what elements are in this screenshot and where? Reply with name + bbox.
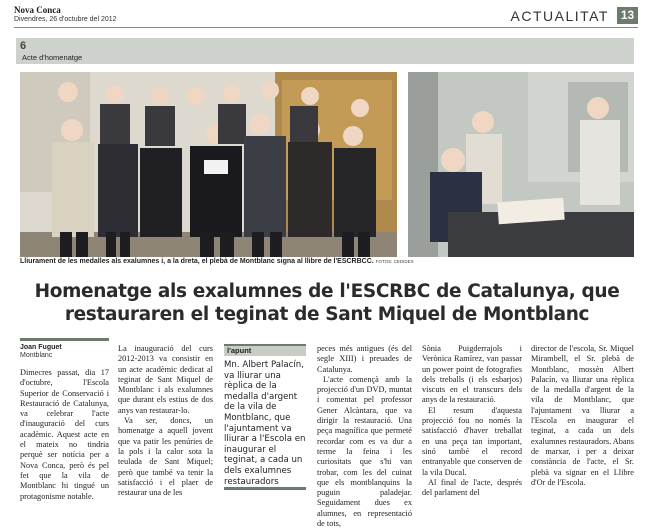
paragraph: L'acte començà amb la projecció d'un DVD, muntat i comentat pel professor Gener Alcàntara, que va dirigir la restauració. Una peça magnífica que permeté recordar com es va dur a terme la feina i les curiositats que s'hi van trobar, com les del cuinat que els montblanquins la puguin paladejar. Seguidament dues ex alumnes, en representació de tots, xyxy=(317,374,412,529)
section-title: ACTUALITAT xyxy=(510,8,609,24)
body-column-4 xyxy=(422,344,522,498)
body-column-2 xyxy=(118,344,213,498)
apunt-text: Mn. Albert Palacín, va lliurar una rèplica de la medalla d'argent de la vila de Montblanc, que l'ajuntament va lliurar a l'Escola en inaugurar el teginat, a cada un dels exalumnes restauradors xyxy=(224,360,306,487)
masthead xyxy=(14,5,117,24)
apunt-bottom-rule xyxy=(224,487,306,490)
top-rule xyxy=(14,27,638,28)
group-photo-illustration xyxy=(20,72,397,257)
byline-rule xyxy=(20,338,109,341)
band-label: Acte d'homenatge xyxy=(22,53,83,62)
band-mark-icon: 6 xyxy=(20,40,27,52)
apunt-label: l'apunt xyxy=(224,344,306,356)
photo-caption xyxy=(20,258,414,265)
caption-text: Lliurament de les medalles als exalumnes i, a la dreta, el plebà de Montblanc signa al llibre de l'ESCRBCC. xyxy=(20,258,374,265)
apunt-sidebar xyxy=(224,344,306,490)
page-number: 13 xyxy=(617,7,638,24)
topic-band xyxy=(16,38,634,64)
paragraph: Va ser, doncs, un homenatge a aquell jovent que va patir les penúries de la pols i la calor sota la teulada de Sant Miquel; però que també va tenir la satisfacció i el plaer de restaurar una de les xyxy=(118,416,213,498)
body-column-3 xyxy=(317,344,412,529)
byline-place: Montblanc xyxy=(20,352,53,359)
publication-name: Nova Conca xyxy=(14,5,61,15)
publication-date: Divendres, 26 d'octubre del 2012 xyxy=(14,16,117,23)
group-photo xyxy=(20,72,397,257)
paragraph: Sònia Puigderrajols i Verònica Ramírez, van passar un power point de fotografies dels treballs (i els esbarjos) viscuts en el transcurs dels anys de la restauració. xyxy=(422,344,522,405)
article-headline: Homenatge als exalumnes de l'ESCRBC de Catalunya, que restauraren el teginat de Sant Miquel de Montblanc xyxy=(34,281,620,325)
paragraph: Al final de l'acte, després del parlament del xyxy=(422,477,522,498)
signing-photo xyxy=(408,72,634,257)
photo-credit: FOTOS: CEDIDES xyxy=(375,259,414,264)
paragraph: El resum d'aquesta projecció fou no només la satisfacció d'haver treballat en una peça tan important, sinó també el record entranyable que conserven de la vila Ducal. xyxy=(422,405,522,477)
paragraph: Dimecres passat, dia 17 d'octubre, l'Escola Superior de Conservació i Restauració de Catalunya, va celebrar l'acte d'inauguració del curs acadèmic. Aquest acte en el mateix no tindria perquè ser notícia per a Nova Conca, però és pel fet que la vila de Montblanc hi tingué un protagonisme notable. xyxy=(20,368,109,501)
paragraph: La inauguració del curs 2012-2013 va consistir en un acte acadèmic dedicat al teginat de Sant Miquel de Montblanc i als exalumnes que durant els estius de dos anys van restaurar-lo. xyxy=(118,344,213,415)
paragraph: director de l'escola, Sr. Miquel Mirambell, el Sr. plebà de Montblanc, mossèn Albert Palacín, va lliurar una rèplica de la medalla d'argent de la vila de Montblanc, que l'ajuntament va lliurar a l'Escola en inaugurar el teginat, a cada un dels exalumnes restauradors. Abans de marxar, i per a deixar constància de l'acte, el Sr. plebà va signar en el Llibre d'Or de l'Escola. xyxy=(531,344,634,487)
paragraph: peces més antigues (és del segle XIII) i preuades de Catalunya. xyxy=(317,344,412,374)
body-column-1 xyxy=(20,368,109,502)
signing-photo-illustration xyxy=(408,72,634,257)
body-column-5 xyxy=(531,344,634,488)
byline-author: Joan Fuguet xyxy=(20,344,62,351)
